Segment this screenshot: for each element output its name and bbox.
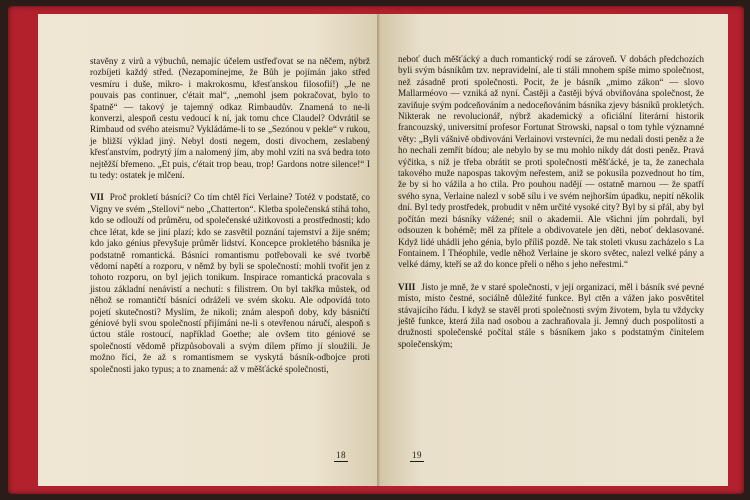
section-number-vii: VII [90,192,104,203]
left-paragraph-2-text: Proč prokletí básníci? Co tím chtěl říci Verlaine? Totéž v podstatě, co Vigny ve svém „Stellovi“ nebo „Chatterton“. Kletba společenská stíhá toho, kdo se odlouží od průměru, od společenské užitkovosti a prostřednosti; kdo chce létat, kde se jiní plazí; kdo se zasvětil poznání tajemství a žije sném; kdo jako génius převyšuje průměr lidství. Koncepce prokletého básníka je podstatně romantická. Básníci romantismu potřebovali ke své tvorbě vědomí napětí a rozporu, v němž by byli se společností: mohli tvořit jen z tohoto rozporu, on byl jejich tonikum. Inspirace romantická pracovala s jistou základní nenávistí a nechutí: s filistrem. On byl takřka můstek, od něhož se romantičtí básníci odráželi ve svém skoku. Ale odpovídá toto pojetí skutečnosti? Myslím, že nikoli; znám alespoň doby, kdy básničtí géniové byli svou společností přijímáni ne-li s otevřenou náručí, alespoň s úctou stále rostoucí, například Goethe; ale ovšem tito géniové se společností vědomě přizpůsobovali a svým dílem přímo jí sloužili. Je možno říci, že až s romantismem se vyskytá básník-odbojce proti společnosti jako typus; a to znamená: až v měšťácké společnosti, [90,192,370,374]
section-number-viii: VIII [398,281,416,292]
right-paragraph-2 [398,282,704,350]
left-page-text [90,56,370,375]
left-paragraph-1: stavěny z virů a výbuchů, nemajíc účelem ustřeďovat se na něčem, nýbrž rozbíjeti každý střed. (Nezapomínejme, že Bůh je pojímán jako střed vesmíru i duše, mikro- i makrokosmu, křesťanskou filosofií!) „Je ne pouvais pas continuer, c'était mal“, „nemohl jsem pokračovat, bylo to špatně“ — takový je tajemný odkaz Rimbaudův. Znamená to ne-li konverzi, alespoň cestu vedoucí k ní, jak tomu chce Claudel? Odvrátil se Rimbaud od svého ateismu? Vykládáme-li to se „Sezónou v pekle“ v rukou, je bližší výklad jiný. Nebyl dosti negem, dosti divochem, zeslabený křesťanstvím, podrytý jím a nalomený jím, aby mohl vzíti na svá bedra toto nejtěžší břemeno. „Et puis, c'était trop beau, trop! Gardons notre silence!“ I tu tedy: ostatek je mlčení. [90,56,370,181]
right-page [380,14,728,486]
right-page-text [398,54,704,350]
left-page [38,14,380,486]
left-paragraph-2 [90,192,370,375]
page-number-left: 18 [336,450,346,460]
page-number-right: 19 [412,450,422,460]
right-paragraph-1: neboť duch měšťácký a duch romantický rodí se zároveň. V dobách předchozích byli svým básníkům tzv. nepravidelní, ale ti stáli mnohem spíše mimo společnost, než zásadně proti společnosti. Pocit, že je básník „mimo zákon“ — slovo Mallarméovo — vzniká až nyní. Častěji a častěji bývá obviňována společnost, že zaviňuje svým podceňováním a nedoceňováním básníka zjevy básníků prokletých. Nikterak ne revolucionář, nýbrž akademický a oficiální literární historik francouzský, universitní profesor Fortunat Strowski, napsal o tom tyhle významné věty: „Byli vášnivě obdivováni Verlainovi vrstevníci, že mu nedali dosti peněz a že ho nechali zemřít bídou; ale nebylo by se mu mohlo nikdy dát dosti peněz. Pravá výčitka, s níž je třeba obrátit se proti společnosti měšťácké, je ta, že zanechala takového muže napospas takovým neřestem, aniž se pokusila pozvednout ho tím, že by si ho vážila a ho ctila. Pro pouhou nadějí — ostatně marnou — že spatří svého syna, Verlaine nalezl v sobě sílu i ve svém nejhorším úpadku, nepití několik dní. Byl tedy prostředek, probudit v něm určité vysoké city? Byl by si přál, aby byl počítán mezi básníky vážené; snil o akademii. Ale všichni jím pohrdali, byl odsouzen k bohémě; měl za přítele a obdivovatele jen děti, neboť deklasované. Když lidé uhádli jeho génia, bylo příliš pozdě. Ne tak stoleti vkusu zacházelo s La Fontainem. I Théophile, vedle něhož Verlaine je skoro světec, nalezl velké pány a velké dámy, kteří se až do konce přeli o něho s jeho neřestmi.“ [398,54,704,270]
right-paragraph-2-text: Jisto je mně, že v staré společnosti, v její organizaci, měl i básník své pevné místo, místo čestné, sociálně důležité funkce. Byl ctěn a vážen jako posvětitel stávajícího řádu. I když se stavěl proti společnosti svým životem, byla tu vždycky ještě funkce, která žila nad osobou a zachraňovala ji. Jemný duch pospolitosti a družnosti společenské počítal stále s básníkem jako s podstatným činitelem společenským; [398,281,704,349]
